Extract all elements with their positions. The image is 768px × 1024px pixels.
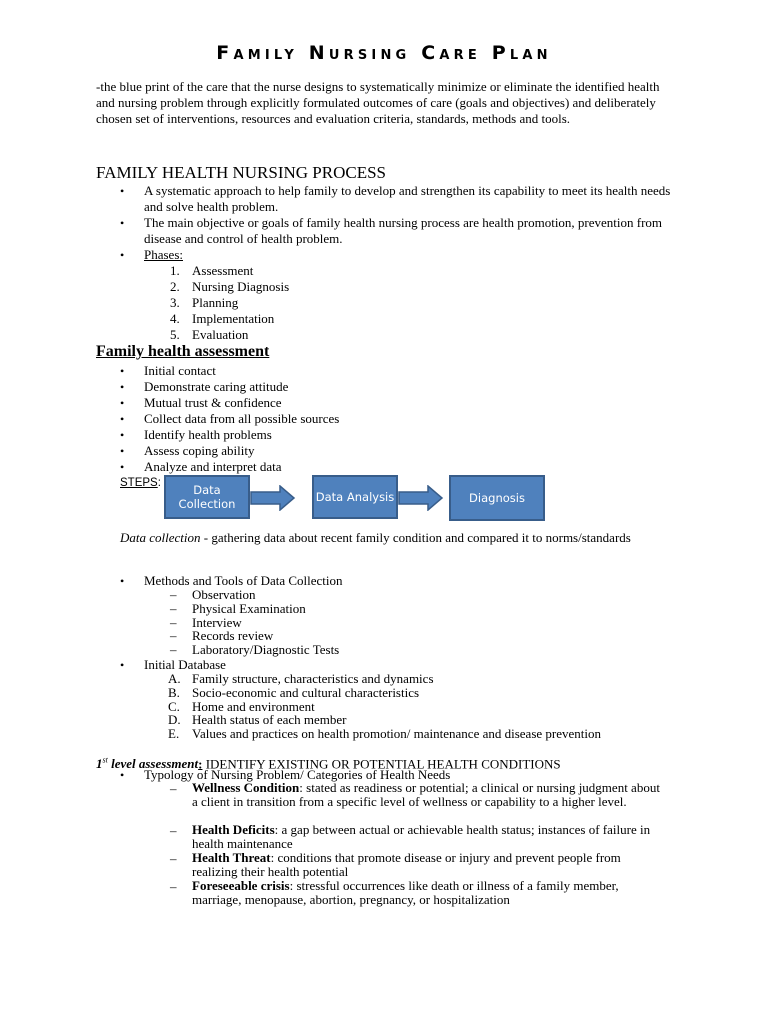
database-item: Socio-economic and cultural characteristics [192,685,420,700]
database-item: Family structure, characteristics and dynamics [192,671,434,686]
database-letter: B. [168,685,180,700]
bullet-icon: • [120,428,125,442]
dash-icon: – [170,615,177,630]
bullet-icon: • [120,396,125,410]
bullet-icon: • [120,364,125,378]
phase-item: Planning [192,295,239,310]
category-health-deficits: Health Deficits: a gap between actual or achievable health status; instances of failure in health maintenance [192,822,651,851]
bullet-icon: • [120,380,125,394]
dash-icon: – [170,781,177,796]
database-letter: E. [168,726,180,741]
method-item: Laboratory/Diagnostic Tests [192,642,340,657]
bullet-icon: • [120,412,125,426]
phase-number: 1. [170,263,180,278]
method-item: Physical Examination [192,601,306,616]
phase-item: Nursing Diagnosis [192,279,290,294]
dash-icon: – [170,642,177,657]
methods-label: Methods and Tools of Data Collection [144,573,343,588]
method-item: Records review [192,628,274,643]
category-foreseeable-crisis: Foreseeable crisis: stressful occurrences like death or illness of a family member, marriage, menopause, abortion, pregnancy, or hospitalization [192,878,619,907]
first-level-heading: 1st level assessment: IDENTIFY EXISTING OR POTENTIAL HEALTH CONDITIONS [96,756,561,772]
database-label: Initial Database [144,657,226,672]
database-item: Home and environment [192,699,315,714]
database-item: Health status of each member [192,712,347,727]
bullet-icon: • [120,460,125,474]
database-item: Values and practices on health promotion/ maintenance and disease prevention [192,726,601,741]
dash-icon: – [170,879,177,894]
dash-icon: – [170,851,177,866]
bullet-icon: • [120,248,125,262]
data-collection-definition: Data collection - gathering data about recent family condition and compared it to norms/standards [120,530,631,545]
bullet-icon: • [120,184,125,198]
database-letter: C. [168,699,180,714]
bullet-icon: • [120,768,125,782]
phase-number: 4. [170,311,180,326]
category-wellness: Wellness Condition: stated as readiness or potential; a clinical or nursing judgment about a client in transition from a specific level of wellness or capability to a higher level. [192,780,660,809]
dash-icon: – [170,601,177,616]
method-item: Observation [192,587,256,602]
category-health-threat: Health Threat: conditions that promote disease or injury and prevent people from realizing their health potential [192,850,621,879]
phase-item: Assessment [192,263,254,278]
process-heading: FAMILY HEALTH NURSING PROCESS [96,163,387,182]
assessment-item: Initial contact [144,363,216,378]
bullet-icon: • [120,574,125,588]
assessment-item: Collect data from all possible sources [144,411,340,426]
assessment-item: Identify health problems [144,427,272,442]
typology-label: Typology of Nursing Problem/ Categories of Health Needs [144,767,451,782]
phase-number: 2. [170,279,180,294]
arrow-right-icon [398,485,444,511]
phase-item: Evaluation [192,327,249,342]
bullet-icon: • [120,658,125,672]
dash-icon: – [170,587,177,602]
dash-icon: – [170,823,177,838]
phases-label: Phases: [144,247,183,262]
database-letter: D. [168,712,181,727]
assessment-item: Analyze and interpret data [144,459,282,474]
process-bullet-2: The main objective or goals of family health nursing process are health promotion, prevention from disease and control of health problem. [144,215,663,246]
bullet-icon: • [120,444,125,458]
process-bullet-1: A systematic approach to help family to develop and strengthen its capability to meet its health needs and solve health problem. [144,183,671,214]
assessment-item: Mutual trust & confidence [144,395,282,410]
assessment-item: Demonstrate caring attitude [144,379,289,394]
phase-item: Implementation [192,311,275,326]
intro-paragraph: -the blue print of the care that the nurse designs to systematically minimize or eliminate the identified health and nursing problem through explicitly formulated outcomes of care (goals and objectives) and deliberately chosen set of interventions, resources and evaluation criteria, standards, methods and tools. [96,79,660,126]
phase-number: 3. [170,295,180,310]
steps-label: STEPS: [120,477,161,489]
phase-number: 5. [170,327,180,342]
step-diagnosis: Diagnosis [449,475,545,521]
assessment-heading: Family health assessment [96,343,270,360]
step-data-collection: Data Collection [164,475,250,519]
step-data-analysis: Data Analysis [312,475,398,519]
database-letter: A. [168,671,181,686]
bullet-icon: • [120,216,125,230]
method-item: Interview [192,615,242,630]
dash-icon: – [170,628,177,643]
document-title: Family Nursing Care Plan [216,42,552,64]
assessment-item: Assess coping ability [144,443,255,458]
arrow-right-icon [250,485,296,511]
